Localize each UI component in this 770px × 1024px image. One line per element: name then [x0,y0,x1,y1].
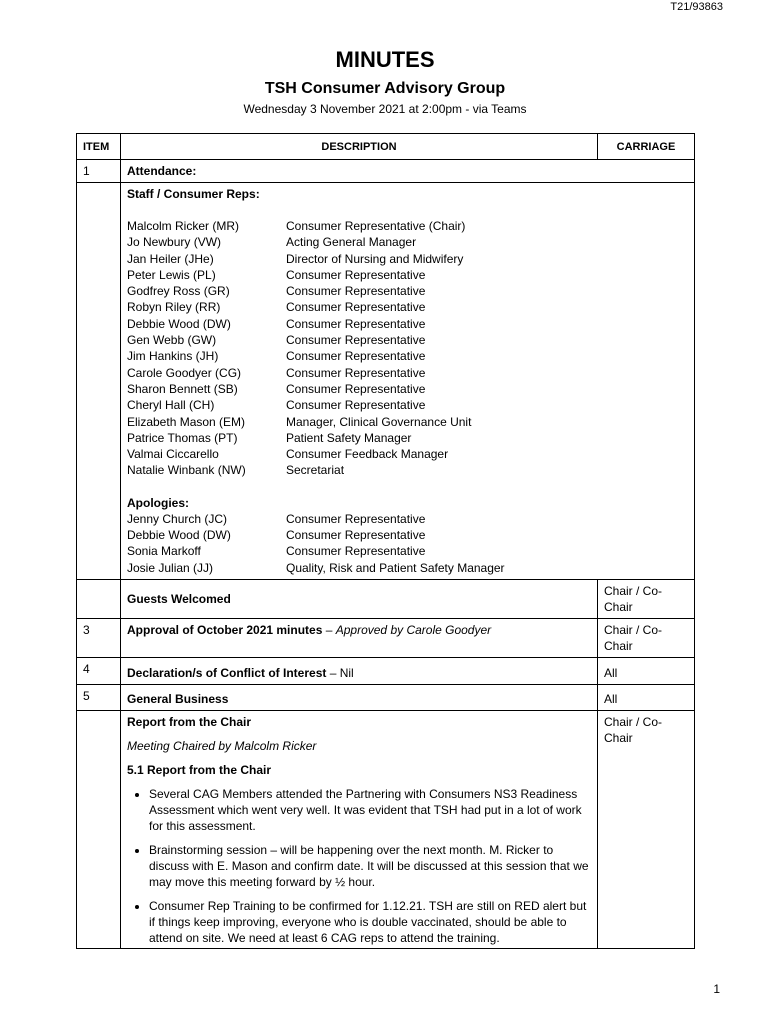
item-number: 3 [77,618,121,657]
attendee-name: Sonia Markoff [127,544,201,559]
attendee-name: Jo Newbury (VW) [127,235,222,250]
attendee-role: Secretariat [286,463,345,478]
report-bullet: • Several CAG Members attended the Partnering with Consumers NS3 Readiness Assessment which went very well. It was evident that TSH had put in a lot of work for this assessment. [149,786,591,834]
header-carriage: CARRIAGE [598,134,695,160]
attendee-role: Consumer Representative [286,316,426,331]
approval-row [77,618,695,657]
attendee-name: Josie Julian (JJ) [127,560,214,575]
item-number-empty [77,183,121,580]
attendee-role: Director of Nursing and Midwifery [286,251,464,266]
carriage-cell: All [598,684,695,710]
item-number: 5 [77,684,121,710]
attendee-role: Consumer Representative [286,349,426,364]
attendee-name: Valmai Ciccarello [127,447,219,462]
meeting-dateline: Wednesday 3 November 2021 at 2:00pm - via Teams [243,102,527,116]
attendee-name: Jim Hankins (JH) [127,349,219,364]
item-number [77,710,121,948]
report-heading: Report from the Chair [127,714,252,729]
carriage-cell: Chair / Co-Chair [598,618,695,657]
report-bullet-list [127,786,591,946]
report-row [77,710,695,948]
apologies-list [127,511,688,576]
carriage-cell: All [598,657,695,684]
attendee-role: Consumer Representative [286,528,426,543]
attendee-role: Consumer Representative [286,333,426,348]
attendee-name: Jan Heiler (JHe) [127,251,214,266]
report-cell [121,710,598,948]
attendee-name: Carole Goodyer (CG) [127,365,242,380]
attendee-role: Quality, Risk and Patient Safety Manager [286,560,505,575]
document-reference: T21/93863 [670,1,723,13]
staff-heading: Staff / Consumer Reps: [127,187,260,201]
attendee-role: Manager, Clinical Governance Unit [286,414,472,429]
carriage-cell: Chair / Co-Chair [598,710,695,948]
attendee-name: Natalie Winbank (NW) [127,463,246,478]
item-number [77,579,121,618]
minutes-table [76,133,695,949]
apologies-heading: Apologies: [127,495,189,510]
attendee-role: Consumer Representative [286,300,426,315]
attendee-role: Consumer Representative [286,267,426,282]
attendee-name: Godfrey Ross (GR) [127,284,230,299]
attendee-name: Patrice Thomas (PT) [127,430,238,445]
attendance-cell [121,183,695,580]
attendee-name: Cheryl Hall (CH) [127,398,215,413]
conflict-row [77,657,695,684]
header-item: ITEM [77,134,121,160]
attendee-name: Gen Webb (GW) [127,333,217,348]
attendee-name: Sharon Bennett (SB) [127,381,238,396]
attendee-role: Consumer Representative [286,544,426,559]
table-header-row [77,134,695,160]
attendee-name: Debbie Wood (DW) [127,316,231,331]
attendee-role: Patient Safety Manager [286,430,412,445]
report-subheading: 5.1 Report from the Chair [127,762,272,777]
page-subtitle: TSH Consumer Advisory Group [264,80,506,97]
item-number: 1 [77,160,121,183]
approval-note: Approved by Carole Goodyer [335,622,492,637]
guests-row [77,579,695,618]
conflict-label: Declaration/s of Conflict of Interest [127,665,327,680]
header-description: DESCRIPTION [121,134,598,160]
guests-label: Guests Welcomed [121,579,598,618]
report-bullet: • Brainstorming session – will be happening over the next month. M. Ricker to discuss with E. Mason and confirm date. It will be discussed at this session that we may move this meeting forward by ½ hour. [149,842,591,890]
attendee-role: Acting General Manager [286,235,417,250]
approval-cell [121,618,598,657]
attendee-role: Consumer Representative [286,398,426,413]
attendee-role: Consumer Representative [286,365,426,380]
general-row [77,684,695,710]
attendee-name: Peter Lewis (PL) [127,267,216,282]
attendee-name: Elizabeth Mason (EM) [127,414,246,429]
attendee-list [127,218,688,479]
attendance-row [77,183,695,580]
attendance-heading: Attendance: [121,160,695,183]
approval-label: Approval of October 2021 minutes [127,622,323,637]
attendee-role: Consumer Representative (Chair) [286,219,466,233]
attendee-role: Consumer Feedback Manager [286,447,449,462]
item-number: 4 [77,657,121,684]
attendance-heading-row [77,160,695,183]
attendee-name: Malcolm Ricker (MR) [127,219,239,233]
conflict-note: – Nil [326,665,354,680]
attendee-name: Debbie Wood (DW) [127,528,231,543]
approval-dash: – [322,622,336,637]
report-bullet: • Consumer Rep Training to be confirmed for 1.12.21. TSH are still on RED alert but if things keep improving, everyone who is double vaccinated, should be able to attend on site. We need at least 6 CAG reps to attend the training. [149,898,591,946]
general-label: General Business [121,684,598,710]
attendee-name: Jenny Church (JC) [127,511,228,526]
page-number: 1 [713,982,720,996]
attendee-role: Consumer Representative [286,284,426,299]
carriage-cell: Chair / Co-Chair [598,579,695,618]
page-title: MINUTES [335,47,435,72]
attendee-name: Robyn Riley (RR) [127,300,221,315]
attendee-role: Consumer Representative [286,381,426,396]
conflict-cell [121,657,598,684]
attendee-role: Consumer Representative [286,511,426,526]
chaired-by: Meeting Chaired by Malcolm Ricker [127,738,317,753]
